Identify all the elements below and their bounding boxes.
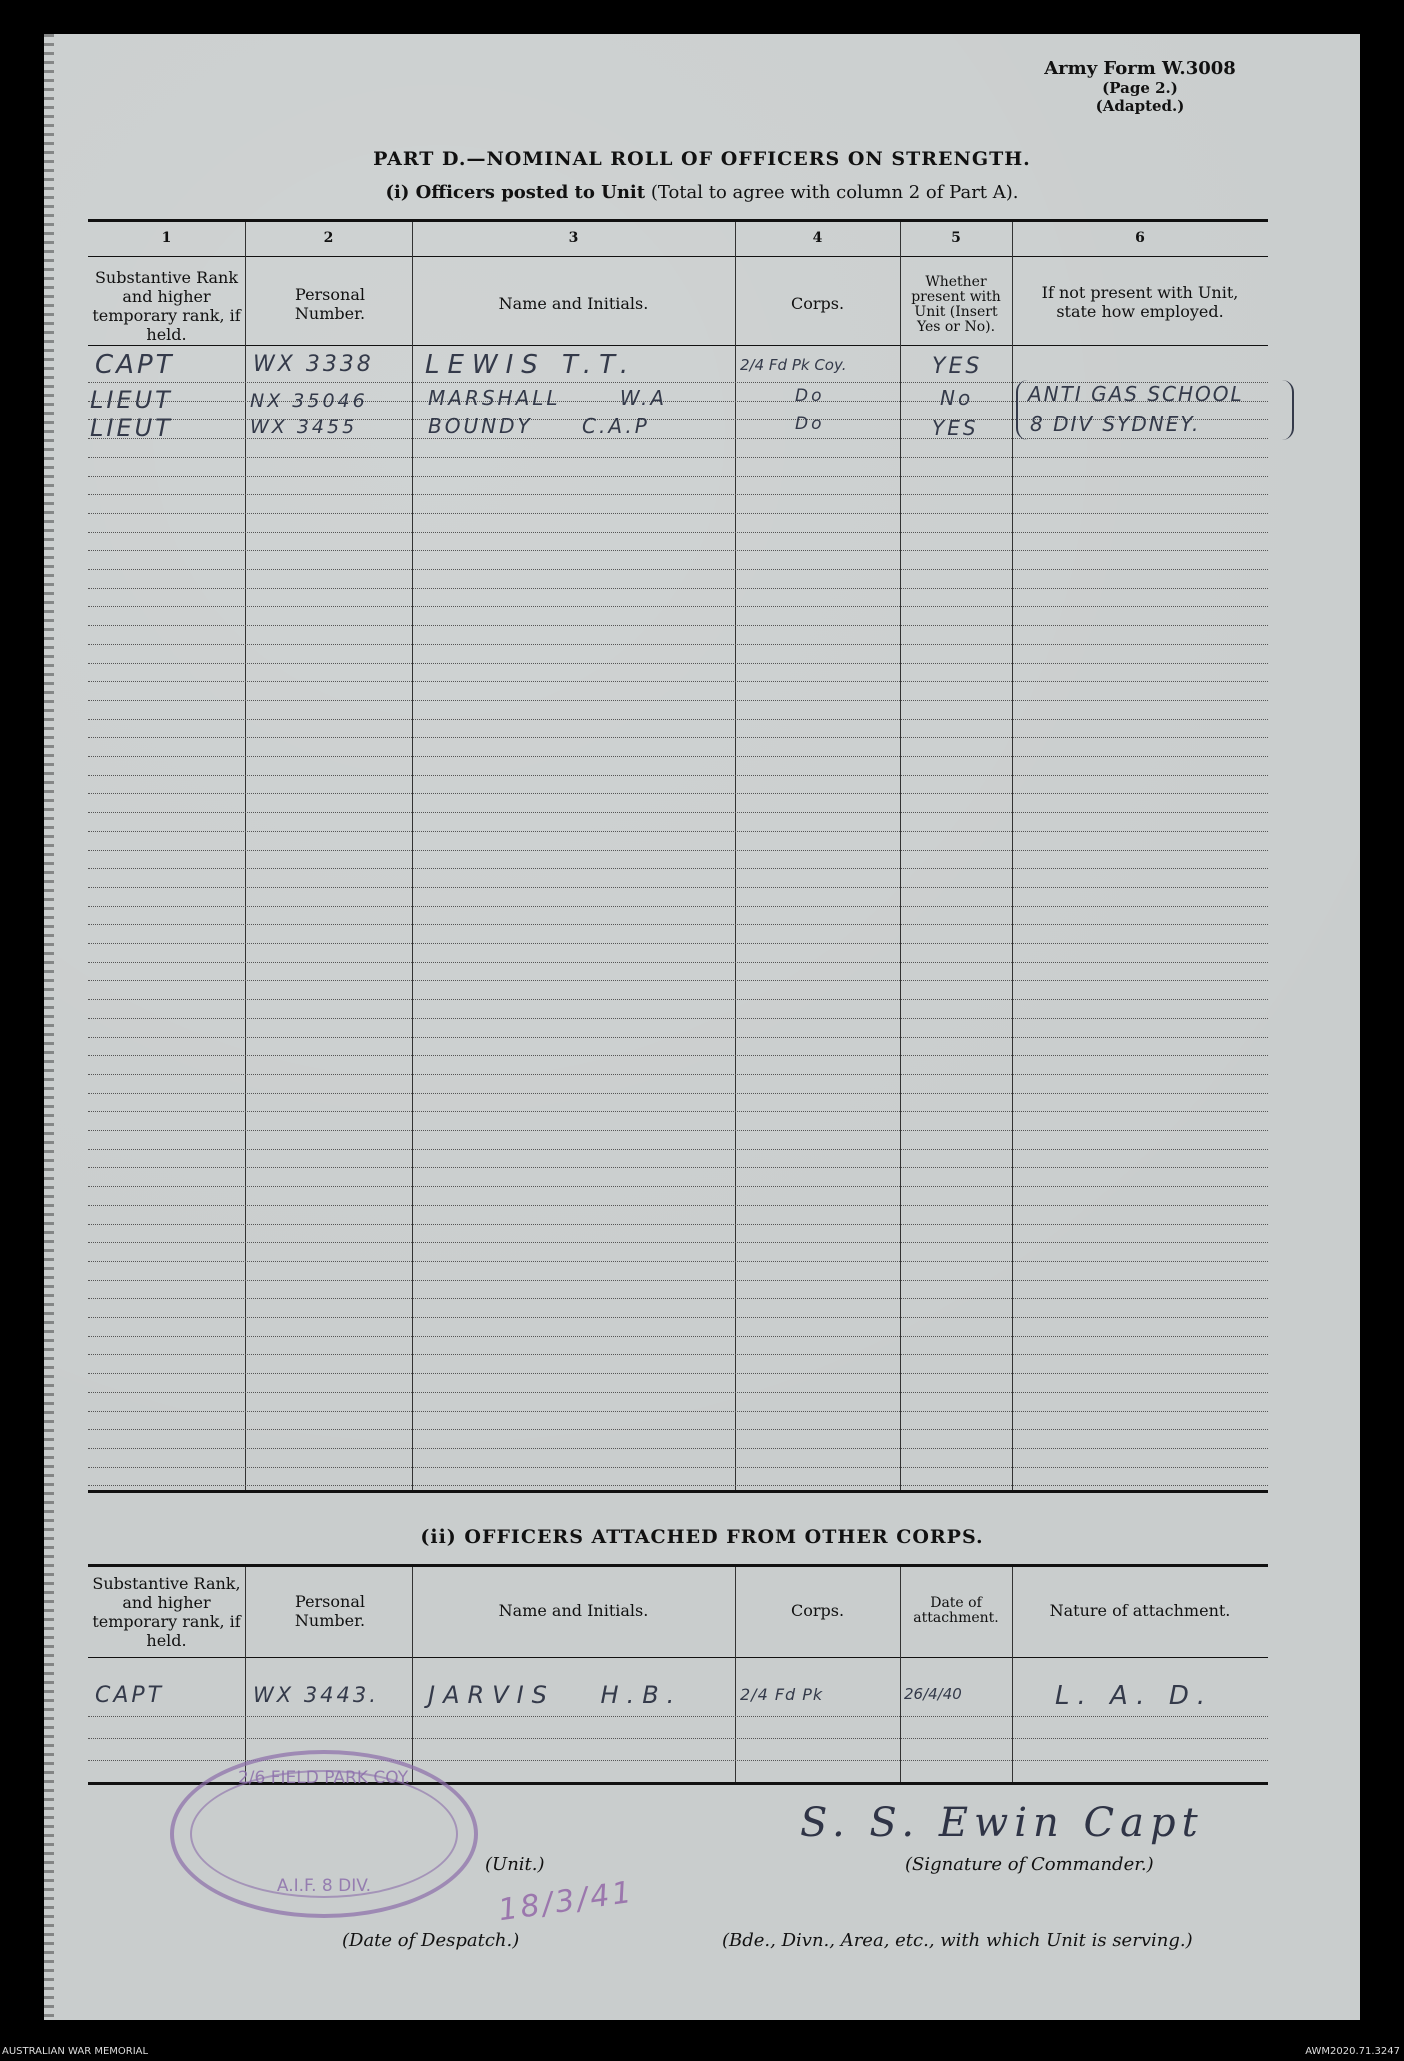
header-corps: Corps. — [790, 294, 845, 313]
ruling-line — [88, 1298, 1268, 1300]
ruling-line — [88, 1111, 1268, 1113]
colnum-6: 6 — [1135, 230, 1145, 246]
ruling-line — [88, 1018, 1268, 1020]
credit-right: AWM2020.71.3247 — [1305, 2046, 1400, 2057]
ruling-line — [88, 1429, 1268, 1431]
row3-employed: 8 DIV SYDNEY. — [1030, 412, 1201, 436]
form-id-line1: Army Form W.3008 — [1044, 58, 1236, 79]
ruling-line — [88, 1224, 1268, 1226]
table2-col-divider-4 — [900, 1567, 901, 1782]
colnum-4: 4 — [812, 230, 823, 246]
s2-row1-number: WX 3443. — [253, 1683, 379, 1707]
row3-name: BOUNDY C.A.P — [428, 414, 650, 438]
header-name: Name and Initials. — [498, 294, 649, 313]
s2-row1-corps: 2/4 Fd Pk — [740, 1685, 824, 1704]
ruling-line — [88, 756, 1268, 758]
row1-corps: 2/4 Fd Pk Coy. — [740, 356, 847, 374]
s2-header-nature: Nature of attachment. — [1049, 1601, 1231, 1620]
ruling-line — [88, 532, 1268, 534]
stamp-top-text: 2/6 FIELD PARK COY. — [237, 1768, 411, 1788]
row3-number: WX 3455 — [250, 416, 358, 438]
ruling-line — [88, 831, 1268, 833]
section2-title: (ii) OFFICERS ATTACHED FROM OTHER CORPS. — [420, 1526, 984, 1548]
ruling-line — [88, 1392, 1268, 1394]
form-id — [1040, 58, 1240, 115]
s2-row1-nature: L. A. D. — [1055, 1681, 1214, 1711]
row2-rank: LIEUT — [90, 386, 173, 414]
table2-col-divider-2 — [412, 1567, 413, 1782]
ruling-line — [88, 1354, 1268, 1356]
table1-bottom-rule — [88, 1490, 1268, 1493]
page-title: PART D.—NOMINAL ROLL OF OFFICERS ON STRENGTH. — [373, 148, 1031, 170]
s2-header-personal-number: Personal Number. — [294, 1592, 366, 1630]
ruling-line — [88, 1242, 1268, 1244]
ruling-line — [88, 980, 1268, 982]
serving-label: (Bde., Divn., Area, etc., with which Unit is serving.) — [722, 1930, 1193, 1951]
ruling-line — [88, 606, 1268, 608]
ruling-line — [88, 457, 1268, 459]
ruling-line — [88, 550, 1268, 552]
handwritten-date: 18/3/41 — [496, 1874, 637, 1929]
row2-name: MARSHALL W.A — [428, 386, 668, 410]
s2-row1-rank: CAPT — [95, 1683, 165, 1708]
row2-employed: ANTI GAS SCHOOL — [1028, 382, 1244, 406]
ruling-line — [88, 999, 1268, 1001]
s2-header-date: Date of attachment. — [913, 1595, 999, 1626]
s2-header-corps: Corps. — [790, 1601, 845, 1620]
ruling-line — [88, 906, 1268, 908]
section1-subtitle-bold: (i) Officers posted to Unit — [385, 182, 646, 203]
ruling-line — [88, 1149, 1268, 1151]
credit-left: AUSTRALIAN WAR MEMORIAL — [2, 2046, 149, 2057]
ruling-line — [88, 737, 1268, 739]
form-id-line2: (Page 2.) — [1102, 79, 1178, 97]
ruling-line — [88, 644, 1268, 646]
ruling-line — [88, 775, 1268, 777]
header-rank: Substantive Rank and higher temporary rank, if held. — [92, 268, 241, 344]
ruling-line — [88, 868, 1268, 870]
ruling-line — [88, 812, 1268, 814]
ruling-line — [88, 1280, 1268, 1282]
form-id-line3: (Adapted.) — [1095, 97, 1185, 115]
ruling-line — [88, 588, 1268, 590]
ruling-line — [88, 1485, 1268, 1487]
ruling-line — [88, 793, 1268, 795]
s2-row1-name: JARVIS H.B. — [428, 1681, 683, 1709]
colnum-3: 3 — [568, 230, 579, 246]
row2-number: NX 35046 — [250, 390, 368, 412]
row3-rank: LIEUT — [90, 414, 173, 442]
employed-brace — [1016, 380, 1294, 440]
ruling-line — [88, 1205, 1268, 1207]
ruling-line — [88, 625, 1268, 627]
ruling-line — [88, 569, 1268, 571]
s2-row1-date: 26/4/40 — [904, 1685, 962, 1703]
table2-col-divider-5 — [1012, 1567, 1013, 1782]
colnum-1: 1 — [161, 230, 172, 246]
unit-label: (Unit.) — [485, 1854, 545, 1875]
ruling-line — [88, 924, 1268, 926]
section1-subtitle-rest: (Total to agree with column 2 of Part A). — [650, 182, 1019, 203]
table2-top-rule — [88, 1564, 1268, 1567]
ruling-line — [88, 1467, 1268, 1469]
table1-top-rule — [88, 219, 1268, 222]
ruling-line — [88, 663, 1268, 665]
row2-present: No — [940, 386, 974, 410]
s2-header-rank: Substantive Rank, and higher temporary rank, if held. — [92, 1574, 241, 1650]
ruling-line — [88, 962, 1268, 964]
ruling-line — [88, 1448, 1268, 1450]
ruling-line — [88, 1373, 1268, 1375]
signature-label: (Signature of Commander.) — [905, 1854, 1154, 1875]
ruling-line — [88, 719, 1268, 721]
s2-header-name: Name and Initials. — [498, 1601, 649, 1620]
despatch-label: (Date of Despatch.) — [342, 1930, 520, 1951]
ruling-line — [88, 1716, 1268, 1718]
ruling-line — [88, 887, 1268, 889]
table2-header-rule — [88, 1657, 1268, 1658]
commander-signature: S. S. Ewin Capt — [800, 1800, 1204, 1846]
stamp-bottom-text: A.I.F. 8 DIV. — [276, 1876, 372, 1896]
ruling-line — [88, 494, 1268, 496]
row1-present: YES — [932, 354, 983, 379]
ruling-line — [88, 1738, 1268, 1740]
ruling-line — [88, 1037, 1268, 1039]
ruling-line — [88, 1074, 1268, 1076]
ruling-line — [88, 700, 1268, 702]
ruling-line — [88, 1261, 1268, 1263]
ruling-line — [88, 1167, 1268, 1169]
header-personal-number: Personal Number. — [294, 285, 366, 323]
ruling-line — [88, 1186, 1268, 1188]
colnum-2: 2 — [323, 230, 334, 246]
colnum-5: 5 — [951, 230, 961, 246]
ruling-line — [88, 1411, 1268, 1413]
ruling-line — [88, 1055, 1268, 1057]
row3-corps: Do — [795, 414, 825, 434]
header-employed: If not present with Unit, state how employed. — [1041, 283, 1239, 321]
row2-corps: Do — [795, 386, 825, 406]
unit-stamp — [170, 1750, 478, 1918]
ruling-line — [88, 850, 1268, 852]
ruling-line — [88, 943, 1268, 945]
table1-header-rule — [88, 345, 1268, 346]
ruling-line — [88, 1130, 1268, 1132]
perforated-edge — [44, 34, 54, 2020]
row1-name: LEWIS T.T. — [425, 350, 637, 380]
row3-present: YES — [932, 416, 979, 440]
header-present: Whether present with Unit (Insert Yes or No). — [911, 274, 1001, 335]
row1-rank: CAPT — [95, 350, 175, 380]
ruling-line — [88, 1317, 1268, 1319]
ruling-line — [88, 681, 1268, 683]
row1-number: WX 3338 — [253, 352, 374, 377]
ruling-line — [88, 513, 1268, 515]
table1-colnum-rule — [88, 256, 1268, 257]
ruling-line — [88, 476, 1268, 478]
section1-subtitle — [0, 182, 1404, 203]
ruling-line — [88, 1336, 1268, 1338]
ruling-line — [88, 1093, 1268, 1095]
table2-col-divider-3 — [735, 1567, 736, 1782]
